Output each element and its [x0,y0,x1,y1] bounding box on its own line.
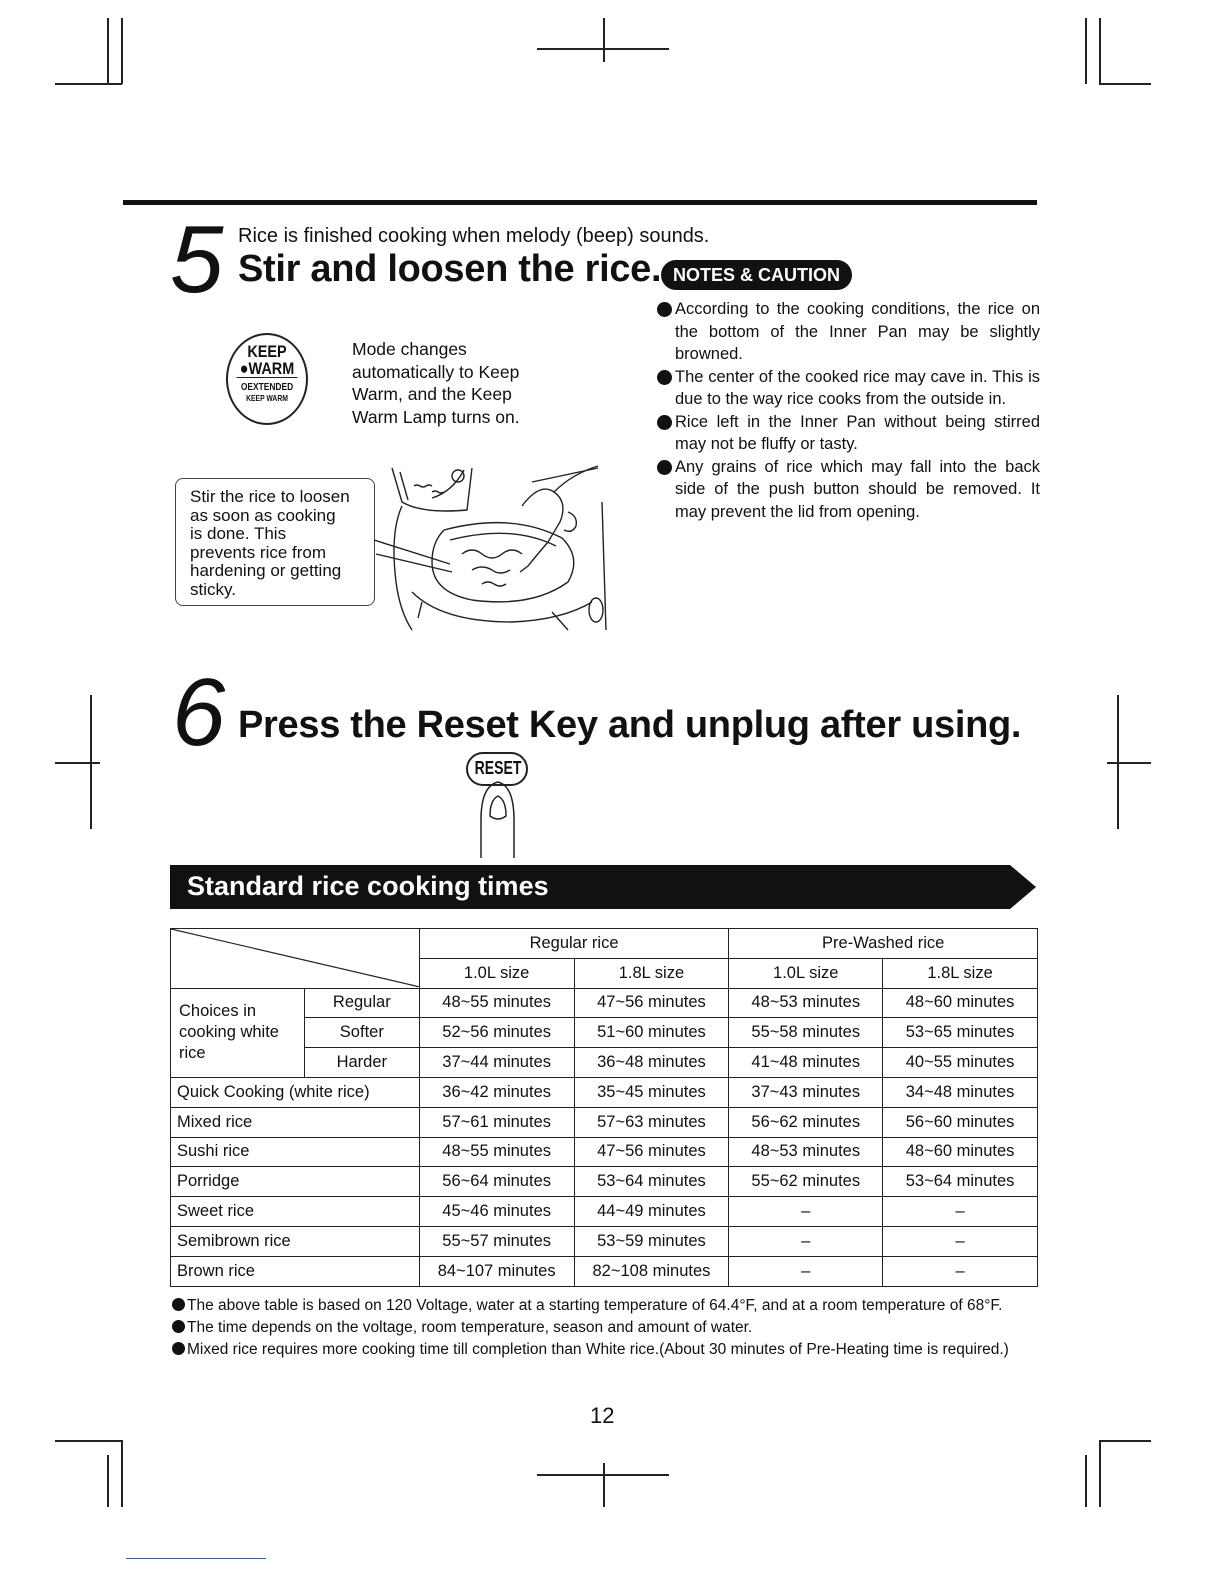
table-row [171,1167,1038,1197]
footnote-text: The above table is based on 120 Voltage, water at a starting temperature of 64.4°F, and at a room temperature of 68°F. [187,1297,1003,1314]
table-header-row [171,929,1038,959]
table-cell: 51~60 minutes [574,1018,729,1048]
section-title: Standard rice cooking times [187,871,549,901]
notes-caution-label: NOTES & CAUTION [661,260,852,290]
table-cell: 48~53 minutes [729,988,883,1018]
callout-line: is done. This [190,524,287,544]
keep-warm-text-line: Mode changes [352,339,467,359]
table-row [171,1226,1038,1256]
size-header: 1.8L size [574,958,729,988]
white-rice-group-label: Choices in cooking white rice [171,988,305,1077]
table-cell: 45~46 minutes [419,1197,574,1227]
callout-line: sticky. [190,579,236,599]
rice-cooker-stirring-illustration [372,462,612,634]
keep-warm-label-1: KEEP [247,342,287,361]
row-label: Semibrown rice [171,1226,420,1256]
table-cell: 53~65 minutes [883,1018,1038,1048]
row-label: Quick Cooking (white rice) [171,1077,420,1107]
table-cell: 48~60 minutes [883,988,1038,1018]
table-cell: 48~60 minutes [883,1137,1038,1167]
row-label: Regular [304,988,419,1018]
table-cell: 56~60 minutes [883,1107,1038,1137]
callout-line: Stir the rice to loosen [190,487,350,506]
table-cell: 53~64 minutes [883,1167,1038,1197]
keep-warm-label-2: ●WARM [236,360,297,378]
note-item: Rice left in the Inner Pan without being stirred may not be fluffy or tasty. [656,411,1040,456]
table-row [171,1137,1038,1167]
step-6-title: Press the Reset Key and unplug after using. [238,704,1022,746]
table-cell: 35~45 minutes [574,1077,729,1107]
table-cell: – [883,1256,1038,1286]
table-cell: 84~107 minutes [419,1256,574,1286]
table-cell: 57~63 minutes [574,1107,729,1137]
table-cell: 44~49 minutes [574,1197,729,1227]
table-cell: 82~108 minutes [574,1256,729,1286]
regular-rice-header: Regular rice [419,929,729,959]
table-row [171,1197,1038,1227]
table-cell: 53~64 minutes [574,1167,729,1197]
callout-line: hardening or getting [190,561,342,581]
callout-line: prevents rice from [190,542,327,562]
table-cell: 40~55 minutes [883,1048,1038,1078]
note-item: According to the cooking conditions, the rice on the bottom of the Inner Pan may be slightly browned. [656,298,1040,366]
table-cell: 37~43 minutes [729,1077,883,1107]
row-label: Harder [304,1048,419,1078]
note-item: The center of the cooked rice may cave in. This is due to the way rice cooks from the outside in. [656,366,1040,411]
keep-warm-text-line: automatically to Keep [352,361,520,382]
table-cell: 37~44 minutes [419,1048,574,1078]
prewashed-rice-header: Pre-Washed rice [729,929,1038,959]
row-label: Sweet rice [171,1197,420,1227]
corner-cell [171,929,420,989]
step-5-subtitle: Rice is finished cooking when melody (beep) sounds. [238,225,710,247]
keep-warm-label-4: KEEP WARM [246,393,288,403]
table-cell: 48~53 minutes [729,1137,883,1167]
table-cell: – [729,1256,883,1286]
row-label: Sushi rice [171,1137,420,1167]
table-row [171,1256,1038,1286]
row-label: Porridge [171,1167,420,1197]
table-row [171,1107,1038,1137]
keep-warm-text-line: Warm, and the Keep [352,384,512,404]
table-cell: – [729,1197,883,1227]
step-6-number: 6 [172,659,226,766]
table-cell: 52~56 minutes [419,1018,574,1048]
cooking-times-table [170,928,1038,1287]
keep-warm-text-line: Warm Lamp turns on. [352,406,520,427]
step-5-number: 5 [170,206,224,313]
footnote-text: Mixed rice requires more cooking time till completion than White rice.(About 30 minutes of Pre-Heating time is required.) [187,1341,1009,1358]
table-cell: 56~62 minutes [729,1107,883,1137]
size-header: 1.8L size [883,958,1038,988]
footnote [172,1297,1002,1315]
bullet-icon [172,1320,185,1333]
row-label: Brown rice [171,1256,420,1286]
keep-warm-button-icon [226,333,308,425]
table-cell: 34~48 minutes [883,1077,1038,1107]
row-label: Mixed rice [171,1107,420,1137]
bullet-icon [172,1342,185,1355]
note-item: Any grains of rice which may fall into the back side of the push button should be removed. It may prevent the lid from opening. [656,456,1040,524]
table-cell: 48~55 minutes [419,988,574,1018]
table-cell: 55~57 minutes [419,1226,574,1256]
bullet-icon [172,1298,185,1311]
footnote [172,1341,1009,1359]
table-cell: 36~48 minutes [574,1048,729,1078]
stir-rice-callout [175,478,375,606]
callout-line: as soon as cooking [190,505,336,525]
table-cell: 47~56 minutes [574,1137,729,1167]
table-cell: 56~64 minutes [419,1167,574,1197]
footnote [172,1319,752,1337]
top-rule [123,200,1037,205]
keep-warm-description [352,338,520,428]
table-cell: 36~42 minutes [419,1077,574,1107]
table-cell: 55~62 minutes [729,1167,883,1197]
table-cell: 47~56 minutes [574,988,729,1018]
step-5-title: Stir and loosen the rice. [238,248,662,290]
table-cell: 55~58 minutes [729,1018,883,1048]
notes-list [656,298,1040,523]
keep-warm-label-3: OEXTENDED [240,381,294,393]
table-row [171,1077,1038,1107]
table-cell: 41~48 minutes [729,1048,883,1078]
page-number: 12 [590,1403,615,1428]
finger-pressing-icon [470,780,526,860]
table-cell: – [883,1197,1038,1227]
size-header: 1.0L size [419,958,574,988]
table-cell: – [729,1226,883,1256]
table-cell: 57~61 minutes [419,1107,574,1137]
table-cell: 48~55 minutes [419,1137,574,1167]
reset-key-label: RESET [474,758,522,778]
size-header: 1.0L size [729,958,883,988]
table-cell: – [883,1226,1038,1256]
table-cell: 53~59 minutes [574,1226,729,1256]
footnote-text: The time depends on the voltage, room temperature, season and amount of water. [187,1319,753,1336]
row-label: Softer [304,1018,419,1048]
table-row [171,988,1038,1018]
